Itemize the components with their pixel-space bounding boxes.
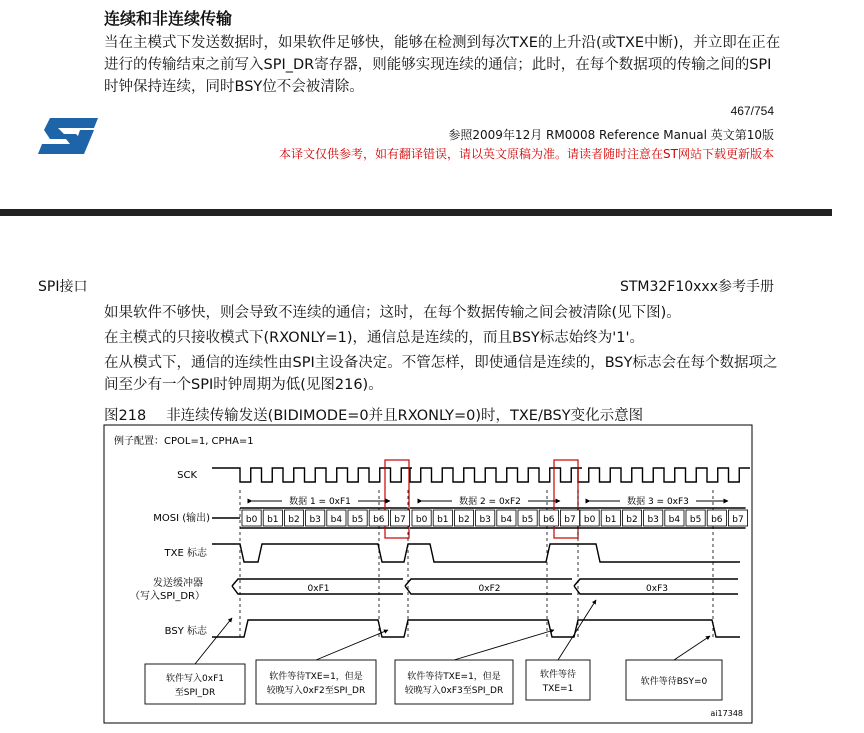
data-label: 数据 3 = 0xF3 — [627, 497, 689, 507]
note-box — [526, 660, 590, 700]
bit-label: b7 — [394, 515, 406, 525]
intro-paragraph: 当在主模式下发送数据时，如果软件足够快，能够在检测到每次TXE的上升沿(或TXE中断)，并立即在正在进行的传输结束之前写入SPI_DR寄存器，则能够实现连续的通信；此时，在每个数据项的传输之间的SPI时钟保持连续，同时BSY位不会被清除。 — [104, 35, 781, 95]
note-text: 软件等待TXE=1，但是 — [269, 672, 363, 682]
bit-label: b5 — [351, 515, 364, 525]
bit-label: b3 — [647, 515, 659, 525]
note-arrow — [674, 636, 710, 660]
data-label: 数据 2 = 0xF2 — [459, 497, 521, 507]
note-arrow — [195, 618, 232, 664]
note-text: 软件写入0xF1 — [166, 674, 224, 684]
header-left: SPI接口 — [38, 279, 88, 295]
bit-label: b6 — [373, 515, 385, 525]
figure-caption-text: 非连续传输发送(BIDIMODE=0并且RXONLY=0)时，TXE/BSY变化示意图 — [166, 408, 644, 424]
body-paragraph-3: 在从模式下，通信的连续性由SPI主设备决定。不管怎样，即使通信是连续的，BSY标志会在每个数据项之间至少有一个SPI时钟周期为低(见图216)。 — [104, 355, 778, 393]
bit-label: b2 — [458, 515, 470, 525]
note-text: 较晚写入0xF2至SPI_DR — [266, 686, 366, 696]
bit-label: b1 — [267, 515, 279, 525]
reference-line: 参照2009年12月 RM0008 Reference Manual 英文第10版 — [448, 128, 774, 142]
body-paragraph-2: 在主模式的只接收模式下(RXONLY=1)，通信总是连续的，而且BSY标志始终为'1'。 — [104, 330, 644, 346]
sck-wave — [212, 468, 750, 482]
bit-label: b0 — [583, 515, 596, 525]
bsy-wave — [212, 620, 740, 637]
bit-label: b4 — [330, 515, 343, 525]
note-text: 至SPI_DR — [174, 688, 216, 698]
note-arrow — [558, 600, 596, 660]
bit-label: b7 — [564, 515, 576, 525]
note-box — [256, 660, 376, 704]
txe-wave — [212, 544, 740, 562]
bit-label: b2 — [626, 515, 638, 525]
bit-label: b1 — [437, 515, 449, 525]
figure-id: ai17348 — [710, 709, 743, 718]
mosi-label: MOSI (输出) — [153, 513, 210, 524]
bit-label: b3 — [309, 515, 321, 525]
bit-label: b1 — [605, 515, 617, 525]
header-right: STM32F10xxx参考手册 — [619, 279, 774, 295]
buffer-value: 0xF3 — [646, 584, 668, 594]
note-arrow — [454, 630, 554, 660]
bsy-label: BSY 标志 — [164, 626, 207, 637]
bit-label: b4 — [500, 515, 513, 525]
section-title: 连续和非连续传输 — [104, 9, 233, 28]
figure-number: 图218 — [104, 408, 147, 424]
page-number: 467/754 — [730, 104, 774, 118]
note-text: 软件等待BSY=0 — [640, 677, 708, 687]
bit-label: b5 — [689, 515, 702, 525]
bit-label: b5 — [521, 515, 534, 525]
buffer-label: 发送缓冲器 — [153, 578, 203, 589]
bit-label: b4 — [668, 515, 681, 525]
bit-label: b6 — [711, 515, 723, 525]
bit-label: b3 — [479, 515, 491, 525]
config-label: 例子配置：CPOL=1, CPHA=1 — [114, 436, 254, 447]
buffer-sublabel: （写入SPI_DR） — [130, 591, 205, 602]
buffer-value: 0xF2 — [478, 584, 501, 594]
note-arrow — [316, 630, 388, 660]
note-text: 较晚写入0xF3至SPI_DR — [404, 686, 504, 696]
txe-label: TXE 标志 — [164, 548, 207, 559]
buffer-value: 0xF1 — [307, 584, 330, 594]
note-text: TXE=1 — [542, 684, 574, 694]
bit-label: b0 — [245, 515, 258, 525]
sck-label: SCK — [177, 470, 197, 481]
translation-warning: 本译文仅供参考，如有翻译错误，请以英文原稿为准。请读者随时注意在ST网站下载更新版本 — [279, 147, 774, 161]
note-box — [145, 664, 245, 704]
bit-label: b2 — [288, 515, 300, 525]
bit-label: b7 — [732, 515, 744, 525]
bit-label: b0 — [415, 515, 428, 525]
note-box — [395, 660, 513, 704]
body-paragraph-1: 如果软件不够快，则会导致不连续的通信；这时，在每个数据传输之间会被清除(见下图)。 — [104, 305, 681, 321]
note-text: 软件等待 — [539, 670, 577, 680]
bit-label: b6 — [543, 515, 555, 525]
note-text: 软件等待TXE=1，但是 — [407, 672, 501, 682]
data-label: 数据 1 = 0xF1 — [289, 497, 351, 507]
